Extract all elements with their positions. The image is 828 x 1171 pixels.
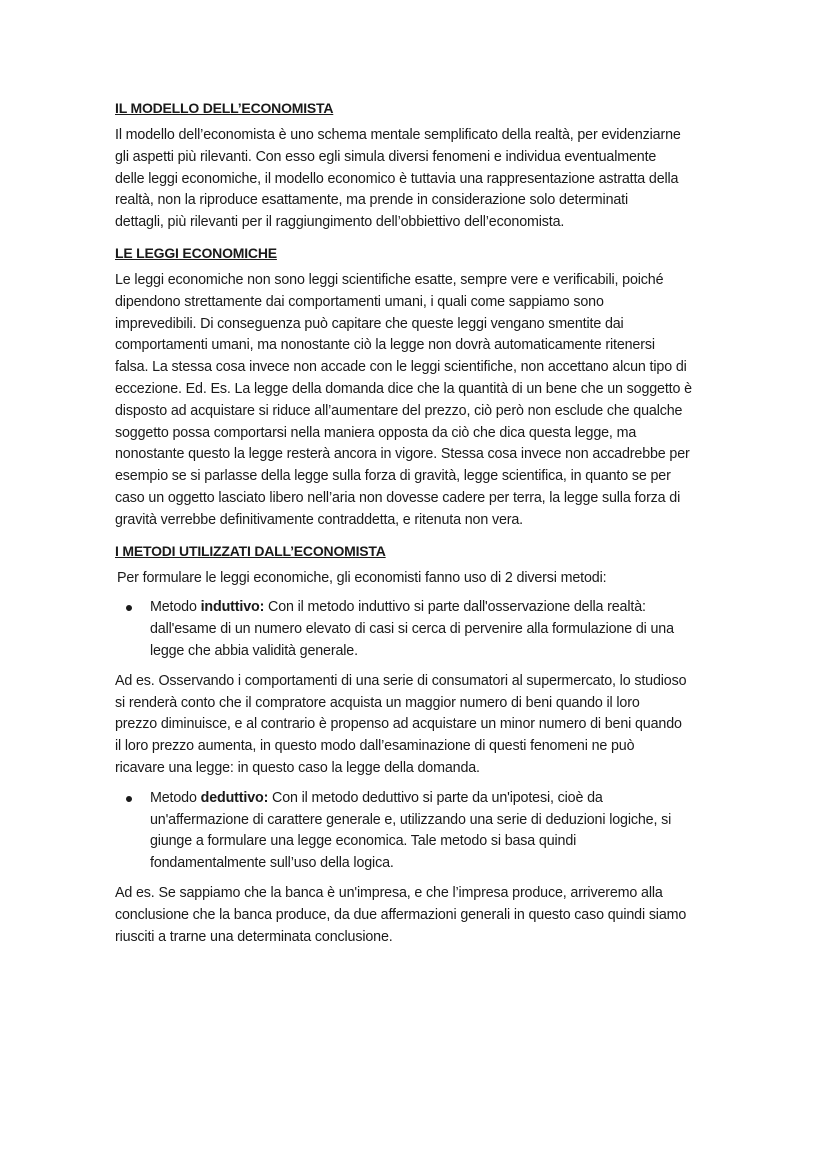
method-text: Con il metodo deduttivo si parte da un'ipotesi, cioè da — [268, 789, 603, 806]
text-line: dettagli, più rilevanti per il raggiungimento dell’obbiettivo dell’economista. — [115, 214, 565, 231]
section-heading-leggi: LE LEGGI ECONOMICHE — [115, 244, 277, 261]
bullet-list-induttivo — [115, 597, 735, 662]
text-line: fondamentalmente sull’uso della logica. — [150, 855, 394, 872]
paragraph-modello — [115, 125, 735, 234]
text-line: legge che abbia validità generale. — [150, 642, 358, 659]
paragraph-esempio-deduttivo — [115, 883, 735, 948]
text-line: caso un oggetto lasciato libero nell’aria non dovesse cadere per terra, la legge sulla forza di — [115, 489, 681, 506]
text-line: il loro prezzo aumenta, in questo modo dall’esaminazione di questi fenomeni ne può — [115, 738, 635, 755]
paragraph-metodi-intro — [115, 568, 735, 590]
text-line: un'affermazione di carattere generale e, utilizzando una serie di deduzioni logiche, si — [150, 811, 672, 828]
text-line — [150, 597, 735, 619]
document-page — [115, 97, 735, 956]
section-heading-modello: IL MODELLO DELL’ECONOMISTA — [115, 100, 334, 116]
text-line: Ad es. Osservando i comportamenti di una serie di consumatori al supermercato, lo studioso — [115, 672, 687, 689]
paragraph-leggi — [115, 270, 735, 532]
method-text: Con il metodo induttivo si parte dall'osservazione della realtà: — [264, 599, 646, 616]
text-line: gravità verrebbe definitivamente contraddetta, e ritenuta non vera. — [115, 511, 523, 528]
text-line: si renderà conto che il compratore acquista un maggior numero di beni quando il loro — [115, 694, 640, 711]
text-line: dipendono strettamente dai comportamenti umani, i quali come sappiamo sono — [115, 293, 604, 310]
text-line: disposto ad acquistare si riduce all’aumentare del prezzo, ciò però non esclude che qualche — [115, 402, 683, 419]
text-line: nonostante questo la legge resterà ancora in vigore. Stessa cosa invece non accadrebbe per — [115, 446, 690, 463]
list-item-metodo-induttivo — [115, 597, 735, 662]
method-prefix: Metodo — [150, 599, 201, 616]
text-line — [150, 788, 735, 810]
paragraph-esempio-induttivo — [115, 671, 735, 780]
method-prefix: Metodo — [150, 789, 201, 806]
bullet-icon — [126, 605, 132, 611]
text-line: Per formulare le leggi economiche, gli economisti fanno uso di 2 diversi metodi: — [117, 569, 607, 586]
section-heading-metodi: I METODI UTILIZZATI DALL’ECONOMISTA — [115, 542, 386, 559]
text-line: esempio se si parlasse della legge sulla forza di gravità, legge scientifica, in quanto se per — [115, 468, 671, 485]
text-line: conclusione che la banca produce, da due affermazioni generali in questo caso quindi siamo — [115, 906, 687, 923]
text-line: dall'esame di un numero elevato di casi si cerca di pervenire alla formulazione di una — [150, 621, 674, 638]
text-line: Il modello dell’economista è uno schema mentale semplificato della realtà, per evidenziarne — [115, 127, 681, 143]
method-term: induttivo: — [200, 599, 265, 616]
text-line: prezzo diminuisce, e al contrario è propenso ad acquistare un minor numero di beni quando — [115, 716, 682, 733]
text-line: Le leggi economiche non sono leggi scientifiche esatte, sempre vere e verificabili, poiché — [115, 271, 664, 288]
bullet-icon — [126, 796, 132, 802]
text-line: soggetto possa comportarsi nella maniera opposta da ciò che dica questa legge, ma — [115, 424, 637, 441]
text-line: ricavare una legge: in questo caso la legge della domanda. — [115, 759, 480, 776]
text-line: imprevedibili. Di conseguenza può capitare che queste leggi vengano smentite dai — [115, 315, 624, 332]
text-line: delle leggi economiche, il modello economico è tuttavia una rappresentazione astratta della — [115, 170, 679, 187]
text-line: riusciti a trarne una determinata conclusione. — [115, 928, 393, 945]
text-line: comportamenti umani, ma nonostante ciò la legge non dovrà automaticamente ritenersi — [115, 337, 655, 354]
method-term: deduttivo: — [200, 789, 269, 806]
bullet-list-deduttivo — [115, 788, 735, 875]
text-line: realtà, non la riproduce esattamente, ma prende in considerazione solo determinati — [115, 192, 629, 209]
text-line: giunge a formulare una legge economica. Tale metodo si basa quindi — [150, 833, 577, 850]
text-line: gli aspetti più rilevanti. Con esso egli simula diversi fenomeni e individua eventualmente — [115, 148, 657, 165]
text-line: falsa. La stessa cosa invece non accade con le leggi scientifiche, non accettano alcun tipo di — [115, 359, 687, 376]
list-item-metodo-deduttivo — [115, 788, 735, 875]
text-line: eccezione. Ed. Es. La legge della domanda dice che la quantità di un bene che un soggetto è — [115, 380, 692, 397]
text-line: Ad es. Se sappiamo che la banca è un'impresa, e che l’impresa produce, arriveremo alla — [115, 884, 663, 901]
